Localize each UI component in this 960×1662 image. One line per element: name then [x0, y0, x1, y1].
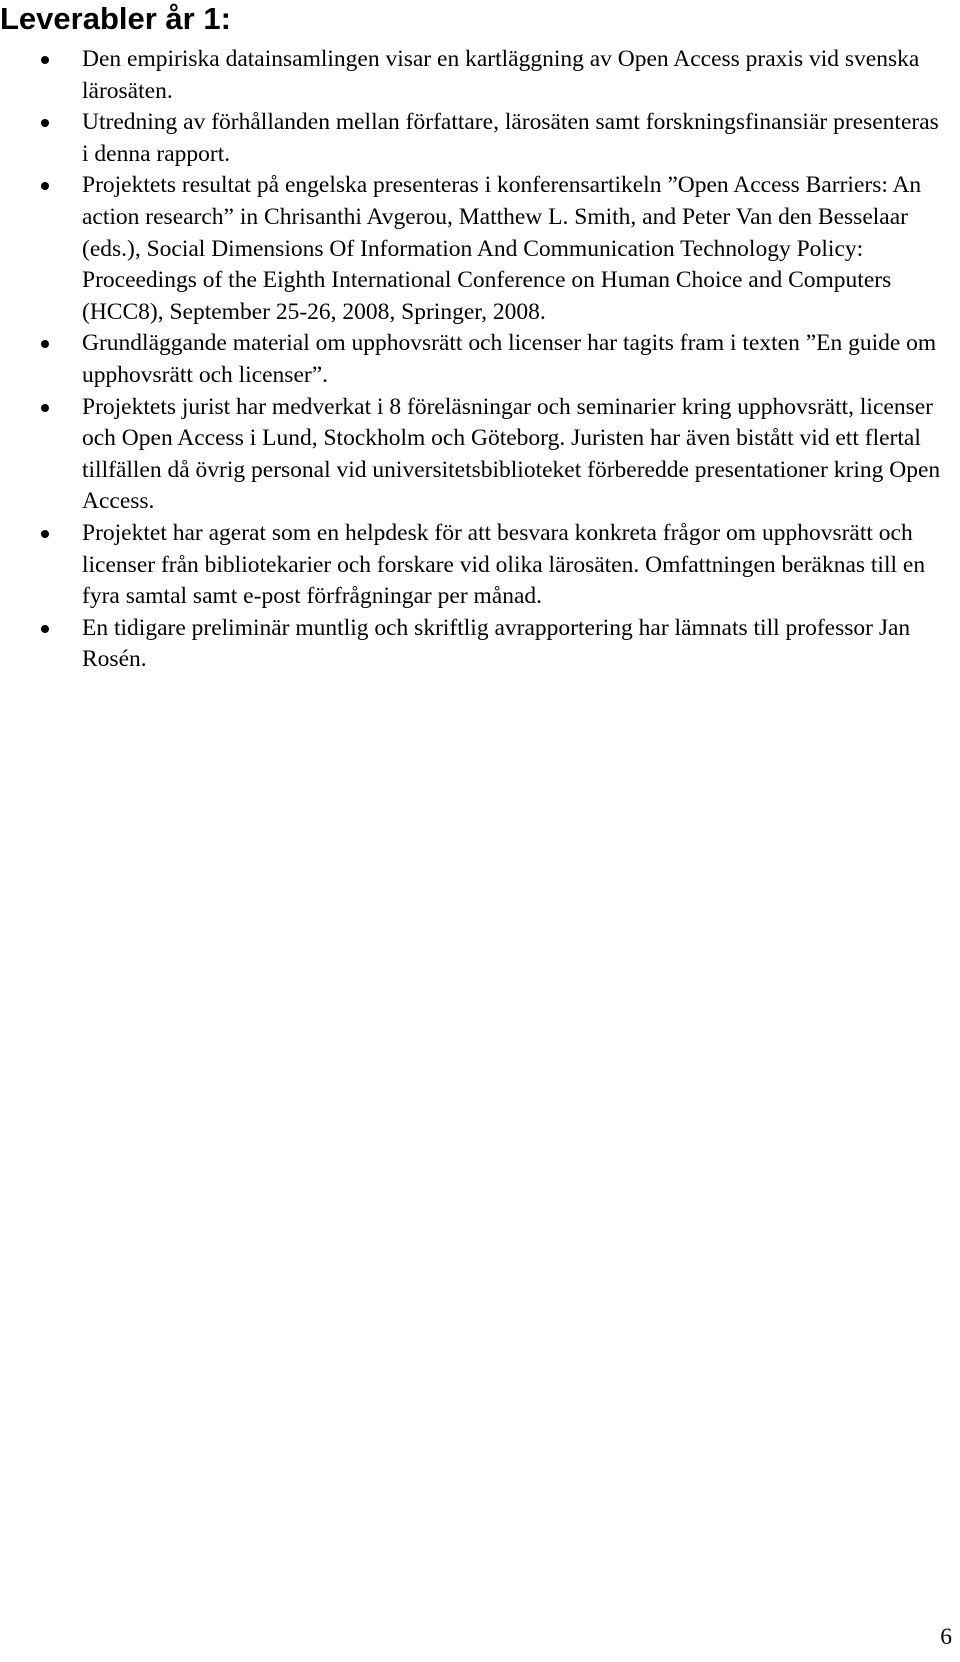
- list-item-text: En tidigare preliminär muntlig och skriftlig avrapportering har lämnats till professor Jan Rosén.: [82, 614, 911, 673]
- list-item: [0, 170, 950, 328]
- list-item: [0, 328, 950, 391]
- list-item: [0, 44, 950, 107]
- bullet-icon: [41, 530, 49, 538]
- list-item: [0, 613, 950, 676]
- bullet-icon: [41, 404, 49, 412]
- list-item-text: Projektets resultat på engelska presenteras i konferensartikeln ”Open Access Barriers: An action research” in Chrisanthi Avgerou, Matthew L. Smith, and Peter Van den Besselaar (eds.), Social Dimensions Of Information And Communication Technology Policy: Proceedings of the Eighth International Conference on Human Choice and Computers (HCC8), September 25-26, 2008, Springer, 2008.: [82, 172, 922, 325]
- deliverables-list: [0, 44, 950, 676]
- bullet-icon: [41, 625, 49, 633]
- list-item: [0, 518, 950, 613]
- page-number: 6: [940, 1624, 952, 1650]
- list-item-text: Den empiriska datainsamlingen visar en kartläggning av Open Access praxis vid svenska lärosäten.: [82, 46, 920, 104]
- list-item: [0, 392, 950, 518]
- section-heading: Leverabler år 1:: [0, 1, 231, 36]
- list-item-text: Utredning av förhållanden mellan författare, lärosäten samt forskningsfinansiär presenteras i denna rapport.: [82, 109, 939, 167]
- list-item: [0, 107, 950, 170]
- bullet-icon: [41, 119, 49, 127]
- bullet-icon: [41, 56, 49, 64]
- list-item-text: Grundläggande material om upphovsrätt och licenser har tagits fram i texten ”En guide om upphovsrätt och licenser”.: [82, 330, 937, 388]
- list-item-text: Projektets jurist har medverkat i 8 föreläsningar och seminarier kring upphovsrätt, licenser och Open Access i Lund, Stockholm och Göteborg. Juristen har även bistått vid ett flertal tillfällen då övrig personal vid universitetsbiblioteket förberedde presentationer kring Open Access.: [82, 393, 941, 515]
- list-item-text: Projektet har agerat som en helpdesk för att besvara konkreta frågor om upphovsrätt och licenser från bibliotekarier och forskare vid olika lärosäten. Omfattningen beräknas till en fyra samtal samt e-post förfrågningar per månad.: [82, 519, 926, 610]
- bullet-icon: [41, 182, 49, 190]
- bullet-icon: [41, 340, 49, 348]
